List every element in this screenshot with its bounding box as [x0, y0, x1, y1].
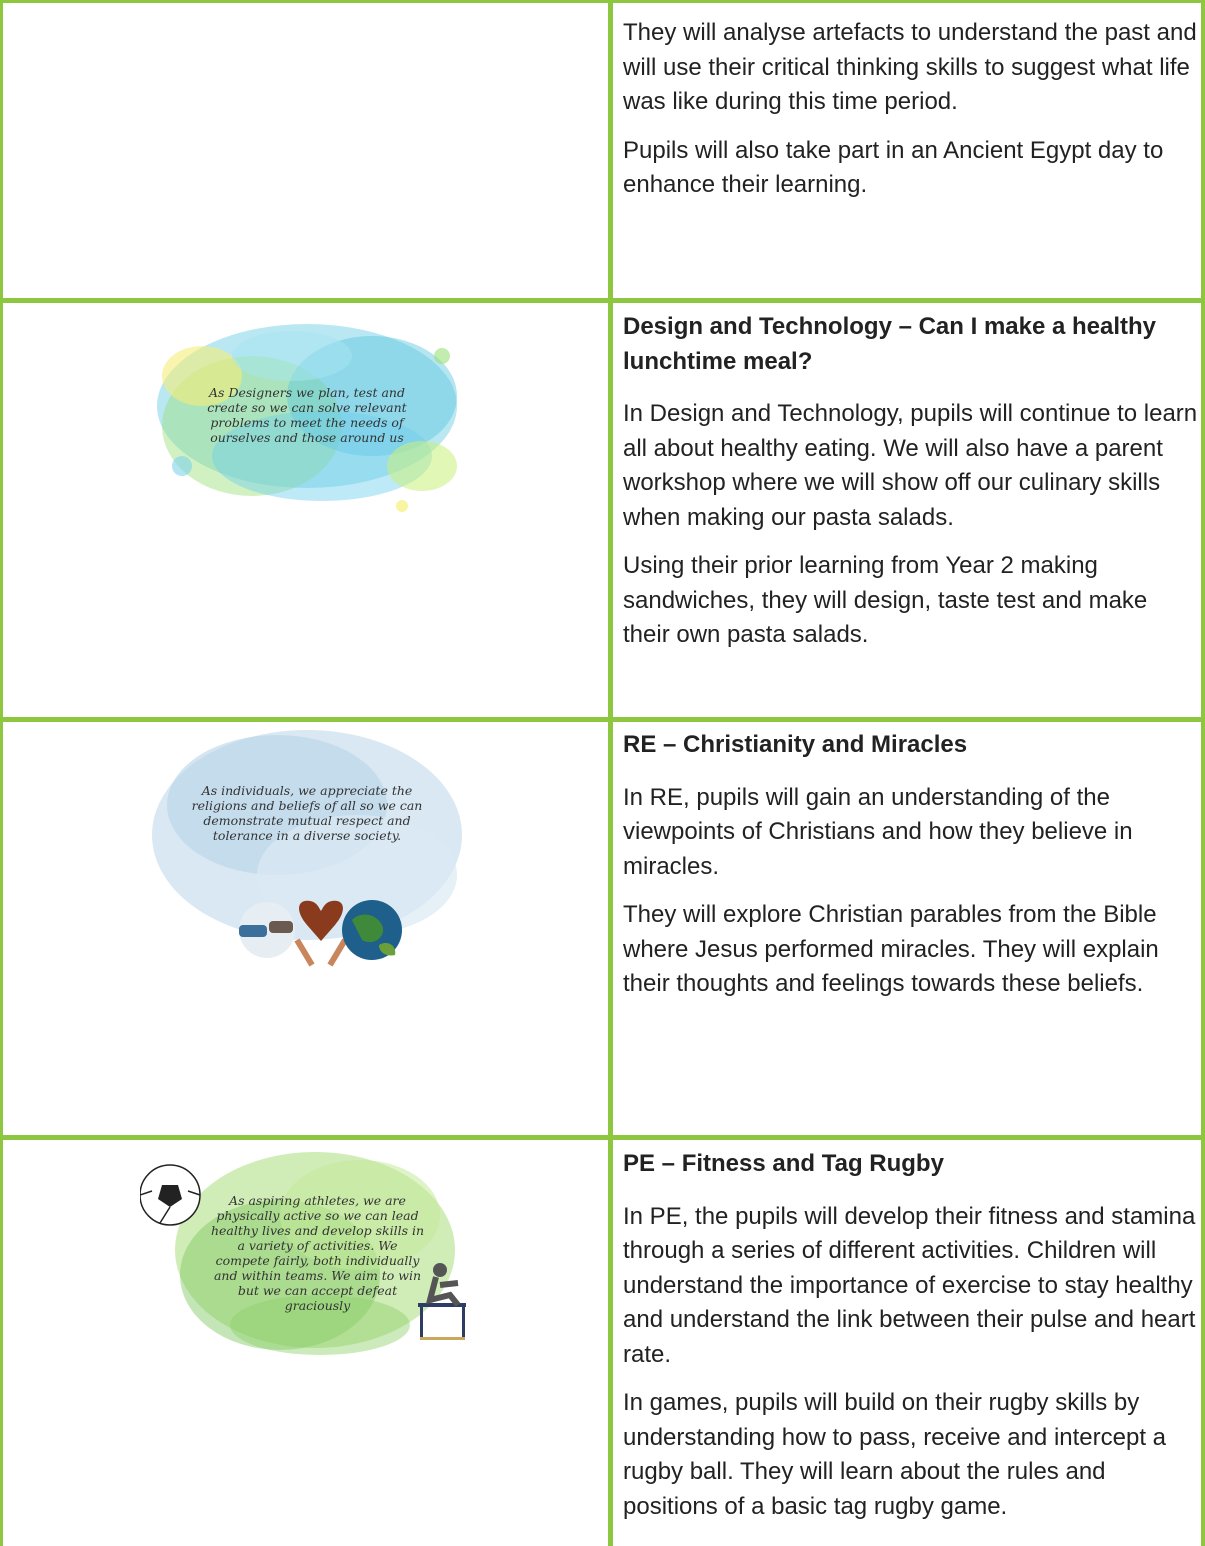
row-0-text-cell [623, 16, 1198, 217]
row-1-text-cell [623, 310, 1198, 667]
table-left-border [0, 0, 3, 1546]
athletes-motto-image [140, 1145, 475, 1360]
table-right-border-lower [1201, 300, 1205, 1546]
paragraph: Using their prior learning from Year 2 making sandwiches, they will design, taste test and make their own pasta salads. [623, 552, 1148, 648]
paragraph: In PE, the pupils will develop their fitness and stamina through a series of different activities. Children will understand the importance of exercise to stay healthy and understand the link between their pulse and heart rate. [623, 1202, 1196, 1368]
row-2-text-cell [623, 728, 1198, 1016]
subject-heading: RE – Christianity and Miracles [623, 731, 968, 758]
row-3-text-cell [623, 1147, 1198, 1538]
table-right-border [1201, 0, 1205, 300]
designers-motto: As Designers we plan, test and create so we can solve relevant problems to meet the needs of ourselves and those around us [207, 385, 407, 445]
paragraph: Pupils will also take part in an Ancient Egypt day to enhance their learning. [623, 136, 1164, 198]
subject-heading: PE – Fitness and Tag Rugby [623, 1150, 944, 1177]
paragraph: They will explore Christian parables from the Bible where Jesus performed miracles. They will explain their thoughts and feelings towards these beliefs. [623, 901, 1159, 997]
individuals-motto-image [147, 725, 467, 970]
table-top-border [0, 0, 1205, 3]
paragraph: In games, pupils will build on their rugby skills by understanding how to pass, receive and intercept a rugby ball. They will learn about the rules and positions of a basic tag rugby game. [623, 1389, 1167, 1520]
blue-watercolor-image [147, 725, 467, 970]
athletes-motto: As aspiring athletes, we are physically active so we can lead healthy lives and develop skills in a variety of activities. We compete fairly, both individually and within teams. We aim to win but we can accept defeat graciously [210, 1192, 425, 1313]
paragraph: In Design and Technology, pupils will continue to learn all about healthy eating. We will also have a parent workshop where we will show off our culinary skills when making our pasta salads. [623, 400, 1198, 531]
paragraph: In RE, pupils will gain an understanding of the viewpoints of Christians and how they believe in miracles. [623, 783, 1133, 880]
individuals-motto: As individuals, we appreciate the religions and beliefs of all so we can demonstrate mutual respect and tolerance in a diverse society. [191, 782, 423, 843]
row-divider [0, 1135, 1205, 1140]
designers-motto-image [142, 306, 472, 524]
row-divider [0, 717, 1205, 722]
subject-heading: Design and Technology – Can I make a healthy lunchtime meal? [623, 313, 1157, 375]
paragraph: They will analyse artefacts to understand the past and will use their critical thinking skills to suggest what life was like during this time period. [623, 19, 1197, 115]
row-divider [0, 298, 1205, 303]
table-column-divider [608, 0, 613, 1546]
